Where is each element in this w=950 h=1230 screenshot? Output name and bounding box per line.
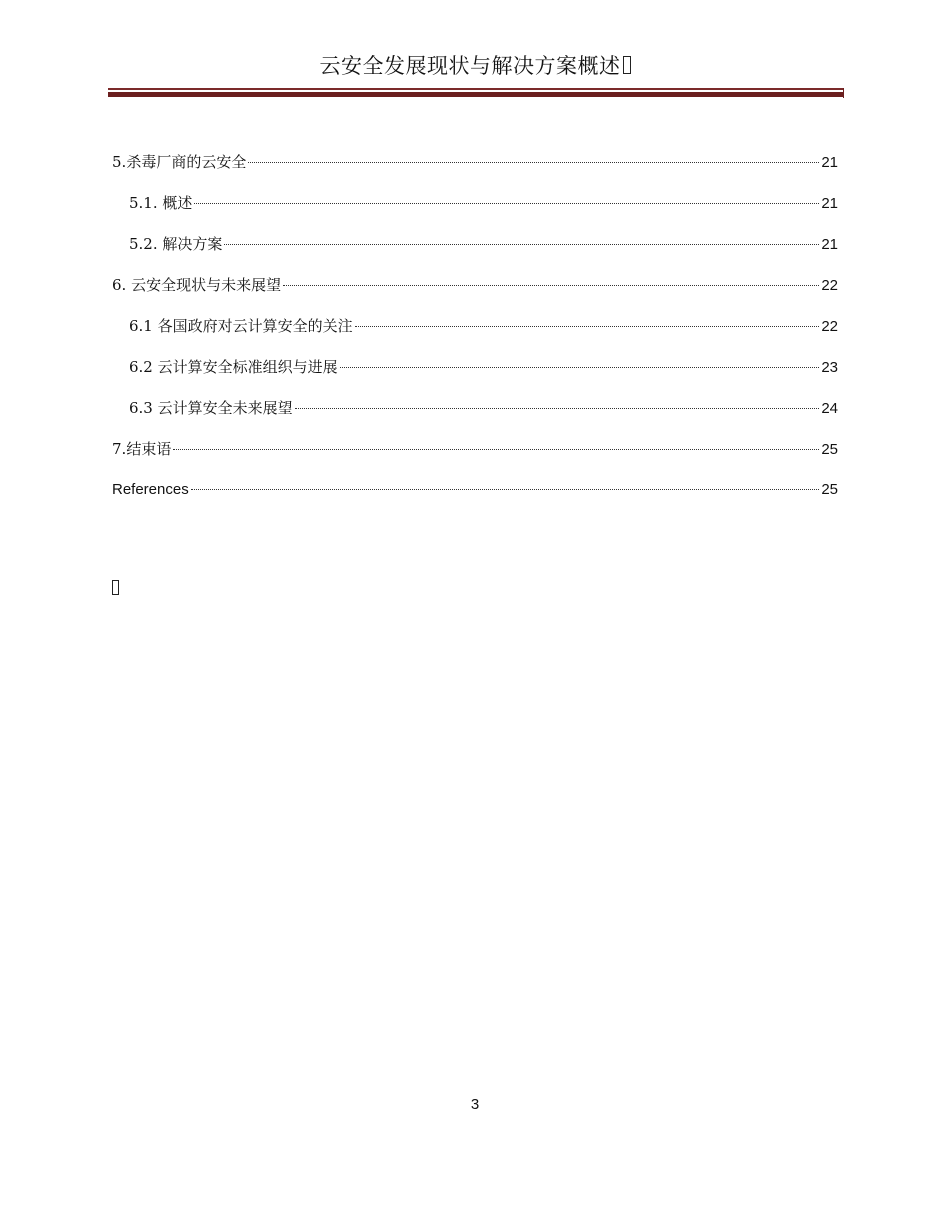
toc-entry[interactable] xyxy=(112,398,838,439)
toc-entry[interactable] xyxy=(112,193,838,234)
toc-entry-number: 6.3 xyxy=(129,399,158,417)
dot-leader xyxy=(340,367,820,368)
running-header xyxy=(0,50,950,80)
dot-leader xyxy=(224,244,819,245)
toc-entry-number: 5. xyxy=(112,153,127,171)
toc-entry[interactable] xyxy=(112,439,838,480)
toc-entry-title: 云安全现状与未来展望 xyxy=(131,276,282,294)
dot-leader xyxy=(173,449,819,450)
toc-entry-title: 云计算安全标准组织与进展 xyxy=(157,358,338,376)
toc-entry-page: 25 xyxy=(821,481,838,498)
dot-leader xyxy=(283,285,819,286)
toc-entry-page: 21 xyxy=(821,236,838,253)
dot-leader xyxy=(191,489,820,490)
header-title-text: 云安全发展现状与解决方案概述 xyxy=(319,54,621,78)
missing-glyph-icon xyxy=(623,56,631,74)
toc-entry[interactable] xyxy=(112,480,838,521)
toc-entry[interactable] xyxy=(112,275,838,316)
toc-entry[interactable] xyxy=(112,316,838,357)
toc-entry-page: 22 xyxy=(821,277,838,294)
dot-leader xyxy=(194,203,819,204)
toc-entry-page: 21 xyxy=(821,154,838,171)
toc-entry-page: 24 xyxy=(821,400,838,417)
toc-entry-number: 5.2. xyxy=(129,235,163,253)
toc-entry[interactable] xyxy=(112,357,838,398)
toc-entry-number: 7. xyxy=(112,440,127,458)
toc-entry[interactable] xyxy=(112,152,838,193)
toc-entry-title: 结束语 xyxy=(126,440,172,458)
page-number: 3 xyxy=(470,1096,480,1113)
toc-entry-page: 25 xyxy=(821,441,838,458)
missing-glyph-icon xyxy=(112,580,119,595)
toc-entry-page: 23 xyxy=(821,359,838,376)
dot-leader xyxy=(355,326,820,327)
toc-entry-title: References xyxy=(112,481,189,498)
toc-entry-page: 22 xyxy=(821,318,838,335)
toc-entry-title: 各国政府对云计算安全的关注 xyxy=(157,317,353,335)
table-of-contents xyxy=(112,152,838,521)
toc-entry-title: 概述 xyxy=(162,194,193,212)
dot-leader xyxy=(248,162,819,163)
toc-entry-number: 6. xyxy=(112,276,132,294)
header-rule xyxy=(108,88,843,97)
dot-leader xyxy=(295,408,820,409)
toc-entry-title: 解决方案 xyxy=(162,235,223,253)
toc-entry-title: 杀毒厂商的云安全 xyxy=(126,153,247,171)
toc-entry-page: 21 xyxy=(821,195,838,212)
toc-entry-number: 5.1. xyxy=(129,194,163,212)
toc-entry[interactable] xyxy=(112,234,838,275)
toc-entry-number: 6.2 xyxy=(129,358,158,376)
toc-entry-number: 6.1 xyxy=(129,317,158,335)
toc-entry-title: 云计算安全未来展望 xyxy=(157,399,293,417)
